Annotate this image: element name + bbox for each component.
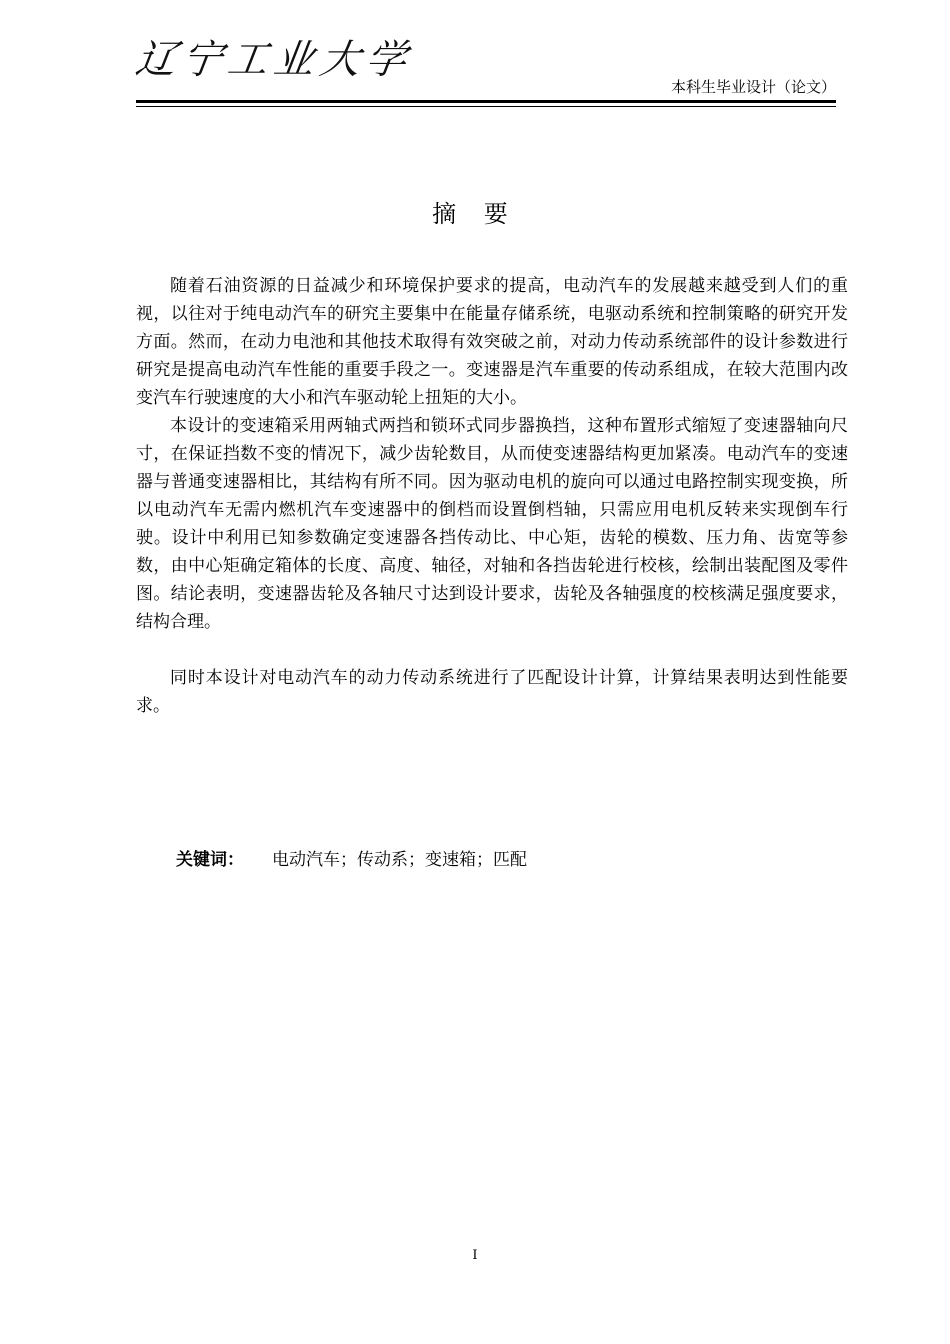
abstract-paragraph-3: 同时本设计对电动汽车的动力传动系统进行了匹配设计计算，计算结果表明达到性能要求。 <box>136 668 848 716</box>
abstract-paragraph-2: 本设计的变速箱采用两轴式两挡和锁环式同步器换挡，这种布置形式缩短了变速器轴向尺寸，在保证挡数不变的情况下，减少齿轮数目，从而使变速器结构更加紧凑。电动汽车的变速器与普通变速器相比，其结构有所不同。因为驱动电机的旋向可以通过电路控制实现变换，所以电动汽车无需内燃机汽车变速器中的倒档而设置倒档轴，只需应用电机反转来实现倒车行驶。设计中利用已知参数确定变速器各挡传动比、中心矩，齿轮的模数、压力角、齿宽等参数，由中心矩确定箱体的长度、高度、轴径，对轴和各挡齿轮进行校核，绘制出装配图及零件图。结论表明，变速器齿轮及各轴尺寸达到设计要求，齿轮及各轴强度的校核满足强度要求，结构合理。 <box>136 416 848 632</box>
document-type-label: 本科生毕业设计（论文） <box>670 78 836 96</box>
header-rule-thick <box>136 100 836 103</box>
keywords-value: 电动汽车；传动系；变速箱；匹配 <box>272 850 527 870</box>
abstract-title: 摘 要 <box>432 200 518 228</box>
header-rule-thin <box>136 106 836 107</box>
keywords-line <box>176 846 527 874</box>
page-number: I <box>472 1248 478 1263</box>
abstract-body <box>136 272 848 720</box>
university-logo: 辽宁工业大学 <box>132 37 416 83</box>
keywords-label: 关键词： <box>176 850 244 870</box>
abstract-paragraph-1: 随着石油资源的日益减少和环境保护要求的提高，电动汽车的发展越来越受到人们的重视，以往对于纯电动汽车的研究主要集中在能量存储系统，电驱动系统和控制策略的研究开发方面。然而，在动力电池和其他技术取得有效突破之前，对动力传动系统部件的设计参数进行研究是提高电动汽车性能的重要手段之一。变速器是汽车重要的传动系组成，在较大范围内改变汽车行驶速度的大小和汽车驱动轮上扭矩的大小。 <box>136 276 848 408</box>
